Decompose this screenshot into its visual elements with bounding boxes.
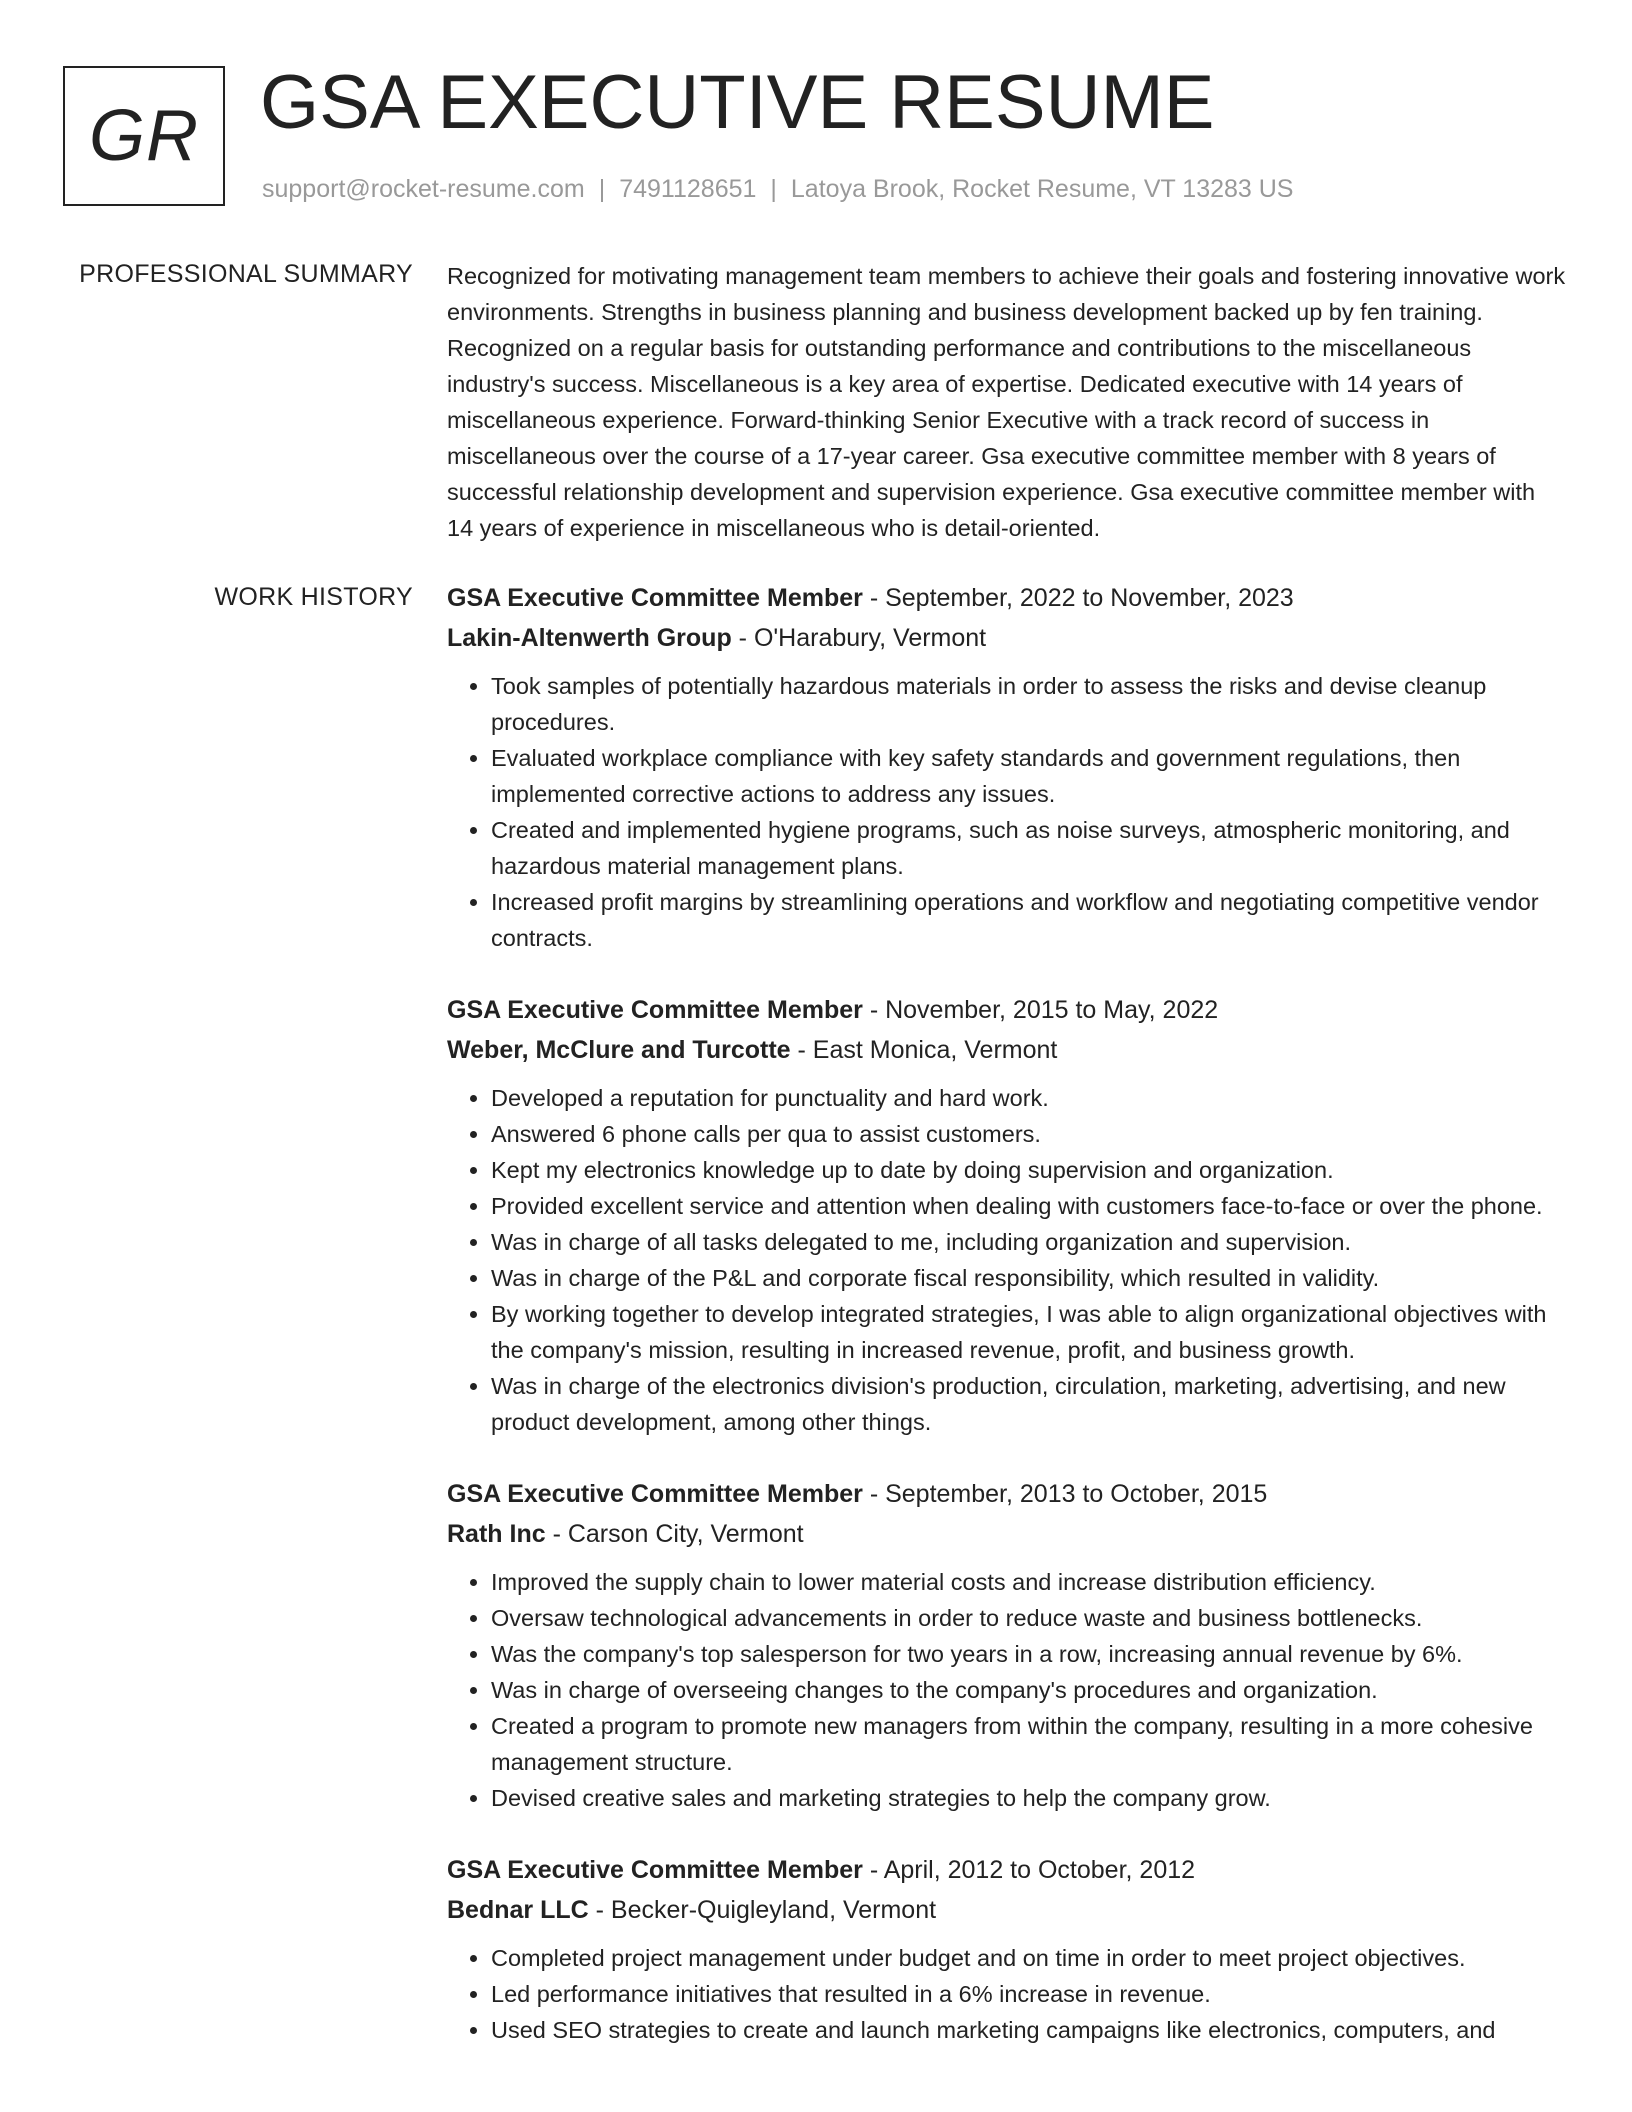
job-duty-item: • Was the company's top salesperson for two years in a row, increasing annual revenue by 6%. xyxy=(491,1636,1567,1672)
job-duty-item: • Evaluated workplace compliance with key safety standards and government regulations, then implemented corrective actions to address any issues. xyxy=(491,740,1567,812)
job-duty-item: • Improved the supply chain to lower material costs and increase distribution efficiency. xyxy=(491,1564,1567,1600)
job-title-line xyxy=(447,1474,1567,1514)
job-duty-item: • Led performance initiatives that resulted in a 6% increase in revenue. xyxy=(491,1976,1567,2012)
section-label-work-history: WORK HISTORY xyxy=(214,583,413,611)
job-company-line xyxy=(447,1514,1567,1554)
job-title: GSA Executive Committee Member xyxy=(447,1856,863,1884)
job-duty-item: • Took samples of potentially hazardous materials in order to assess the risks and devise cleanup procedures. xyxy=(491,668,1567,740)
job-location: - East Monica, Vermont xyxy=(790,1036,1058,1064)
monogram-logo: GR xyxy=(63,66,225,206)
job-dates: - September, 2013 to October, 2015 xyxy=(862,1480,1268,1508)
job-company: Lakin-Altenwerth Group xyxy=(447,624,732,652)
job-duties-list xyxy=(447,1940,1567,2048)
job-dates: - November, 2015 to May, 2022 xyxy=(862,996,1219,1024)
job-duties-list xyxy=(447,1080,1567,1440)
job-company: Bednar LLC xyxy=(447,1896,589,1924)
job-company: Rath Inc xyxy=(447,1520,546,1548)
contact-separator: | xyxy=(598,175,606,203)
job-title-line xyxy=(447,578,1567,618)
job-entry xyxy=(447,578,1567,956)
job-duty-item: • Developed a reputation for punctuality and hard work. xyxy=(491,1080,1567,1116)
job-duties-list xyxy=(447,668,1567,956)
job-duty-item: • Created and implemented hygiene programs, such as noise surveys, atmospheric monitoring, and hazardous material management plans. xyxy=(491,812,1567,884)
section-label-summary: PROFESSIONAL SUMMARY xyxy=(79,260,413,288)
resume-title: GSA EXECUTIVE RESUME xyxy=(260,60,1215,145)
job-duty-item: • Devised creative sales and marketing strategies to help the company grow. xyxy=(491,1780,1567,1816)
job-location: - Becker-Quigleyland, Vermont xyxy=(588,1896,937,1924)
job-company: Weber, McClure and Turcotte xyxy=(447,1036,791,1064)
job-duty-item: • Completed project management under budget and on time in order to meet project objectives. xyxy=(491,1940,1567,1976)
job-duty-item: • Oversaw technological advancements in order to reduce waste and business bottlenecks. xyxy=(491,1600,1567,1636)
job-duty-item: • Was in charge of overseeing changes to the company's procedures and organization. xyxy=(491,1672,1567,1708)
summary-text: Recognized for motivating management team members to achieve their goals and fostering innovative work environments. Strengths in business planning and business development backed up by fen training. Recognized on a regular basis for outstanding performance and contributions to the miscellaneous industry's success. Miscellaneous is a key area of expertise. Dedicated executive with 14 years of miscellaneous experience. Forward-thinking Senior Executive with a track record of success in miscellaneous over the course of a 17-year career. Gsa executive committee member with 8 years of successful relationship development and supervision experience. Gsa executive committee member with 14 years of experience in miscellaneous who is detail-oriented. xyxy=(447,263,1566,541)
job-duty-item: • Used SEO strategies to create and launch marketing campaigns like electronics, computers, and xyxy=(491,2012,1567,2048)
job-dates: - April, 2012 to October, 2012 xyxy=(862,1856,1196,1884)
job-duty-item: • Increased profit margins by streamlining operations and workflow and negotiating competitive vendor contracts. xyxy=(491,884,1567,956)
job-duty-item: • Answered 6 phone calls per qua to assist customers. xyxy=(491,1116,1567,1152)
job-company-line xyxy=(447,1030,1567,1070)
job-title: GSA Executive Committee Member xyxy=(447,584,863,612)
job-duty-item: • Kept my electronics knowledge up to date by doing supervision and organization. xyxy=(491,1152,1567,1188)
contact-line xyxy=(262,175,1293,204)
job-entry xyxy=(447,990,1567,1440)
job-duty-item: • Was in charge of all tasks delegated to me, including organization and supervision. xyxy=(491,1224,1567,1260)
job-company-line xyxy=(447,618,1567,658)
job-duty-item: • Was in charge of the P&L and corporate fiscal responsibility, which resulted in validity. xyxy=(491,1260,1567,1296)
job-title: GSA Executive Committee Member xyxy=(447,996,863,1024)
job-title-line xyxy=(447,1850,1567,1890)
job-duties-list xyxy=(447,1564,1567,1816)
job-location: - Carson City, Vermont xyxy=(545,1520,804,1548)
work-history-section xyxy=(447,578,1567,2082)
job-entry xyxy=(447,1850,1567,2048)
job-duty-item: • By working together to develop integrated strategies, I was able to align organizational objectives with the company's mission, resulting in increased revenue, profit, and business growth. xyxy=(491,1296,1567,1368)
contact-separator: | xyxy=(770,175,777,203)
summary-section xyxy=(447,258,1567,546)
contact-phone: 7491128651 xyxy=(619,175,757,203)
job-dates: - September, 2022 to November, 2023 xyxy=(862,584,1294,612)
job-title: GSA Executive Committee Member xyxy=(447,1480,863,1508)
job-duty-item: • Was in charge of the electronics division's production, circulation, marketing, advertising, and new product development, among other things. xyxy=(491,1368,1567,1440)
contact-address: Latoya Brook, Rocket Resume, VT 13283 US xyxy=(790,175,1294,203)
job-company-line xyxy=(447,1890,1567,1930)
job-duty-item: • Provided excellent service and attention when dealing with customers face-to-face or over the phone. xyxy=(491,1188,1567,1224)
job-entry xyxy=(447,1474,1567,1816)
job-duty-item: • Created a program to promote new managers from within the company, resulting in a more cohesive management structure. xyxy=(491,1708,1567,1780)
job-location: - O'Harabury, Vermont xyxy=(731,624,987,652)
job-title-line xyxy=(447,990,1567,1030)
contact-email: support@rocket-resume.com xyxy=(262,175,585,203)
